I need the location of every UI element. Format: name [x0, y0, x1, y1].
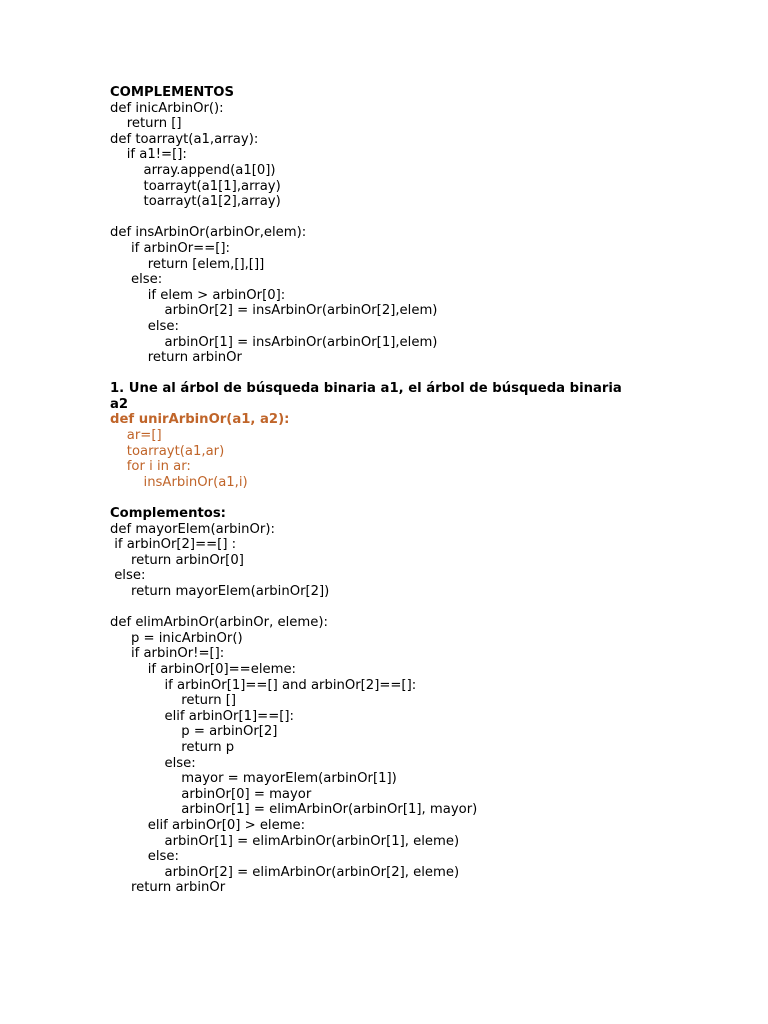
code-line: toarrayt(a1,ar): [110, 443, 225, 459]
code-line: arbinOr[0] = mayor: [110, 786, 312, 802]
code-line: for i in ar:: [110, 459, 191, 475]
code-line: if arbinOr[1]==[] and arbinOr[2]==[]:: [110, 677, 417, 693]
code-line: else:: [110, 272, 163, 288]
code-line: if arbinOr[0]==eleme:: [110, 661, 296, 677]
code-line: arbinOr[2] = insArbinOr(arbinOr[2],elem): [110, 303, 438, 319]
code-line: return arbinOr[0]: [110, 552, 244, 568]
code-line: toarrayt(a1[1],array): [110, 178, 281, 194]
code-line: else:: [110, 755, 196, 771]
code-line: if arbinOr!=[]:: [110, 646, 225, 662]
code-line: if arbinOr[2]==[] :: [110, 537, 237, 553]
section-title-complementos: COMPLEMENTOS: [110, 85, 234, 100]
code-line: return p: [110, 739, 235, 755]
code-line: return mayorElem(arbinOr[2]): [110, 584, 330, 599]
exercise-1-heading: 1. Une al árbol de búsqueda binaria a1, el árbol de búsqueda binaria a2: [110, 381, 622, 412]
code-line: arbinOr[1] = elimArbinOr(arbinOr[1], eleme): [110, 833, 460, 849]
code-line: ar=[]: [110, 428, 162, 444]
code-line: return [elem,[],[]]: [110, 256, 265, 272]
code-line: elif arbinOr[1]==[]:: [110, 708, 294, 724]
code-line: toarrayt(a1[2],array): [110, 194, 281, 210]
code-line: p = inicArbinOr(): [110, 630, 243, 646]
code-line: if elem > arbinOr[0]:: [110, 287, 286, 303]
code-line: arbinOr[1] = elimArbinOr(arbinOr[1], mayor): [110, 802, 478, 818]
code-line: if a1!=[]:: [110, 147, 187, 163]
code-line: return arbinOr: [110, 880, 226, 896]
code-line: else:: [110, 568, 146, 584]
code-line: def inicArbinOr():: [110, 100, 224, 116]
code-line: elif arbinOr[0] > eleme:: [110, 817, 306, 833]
code-line: return []: [110, 693, 237, 709]
code-line: insArbinOr(a1,i): [110, 474, 248, 490]
code-line: arbinOr[2] = elimArbinOr(arbinOr[2], eleme): [110, 864, 460, 880]
blank-line: [110, 490, 730, 506]
document-page: [110, 85, 730, 896]
code-line: def mayorElem(arbinOr):: [110, 521, 275, 537]
code-line: arbinOr[1] = insArbinOr(arbinOr[1],elem): [110, 334, 438, 350]
blank-line: [110, 600, 730, 616]
code-line: return arbinOr: [110, 350, 242, 366]
code-line: array.append(a1[0]): [110, 162, 276, 178]
code-line: def elimArbinOr(arbinOr, eleme):: [110, 615, 328, 631]
code-line: if arbinOr==[]:: [110, 240, 230, 256]
code-line: return []: [110, 116, 182, 132]
code-line: else:: [110, 318, 179, 334]
exercise-1-def-line: def unirArbinOr(a1, a2):: [110, 412, 290, 428]
code-line: def insArbinOr(arbinOr,elem):: [110, 225, 307, 241]
code-line: p = arbinOr[2]: [110, 724, 278, 740]
blank-line: [110, 366, 730, 382]
code-line: mayor = mayorElem(arbinOr[1]): [110, 771, 397, 787]
code-line: else:: [110, 849, 179, 865]
section-title-complementos-2: Complementos:: [110, 506, 226, 522]
code-line: def toarrayt(a1,array):: [110, 131, 259, 147]
blank-line: [110, 210, 730, 226]
